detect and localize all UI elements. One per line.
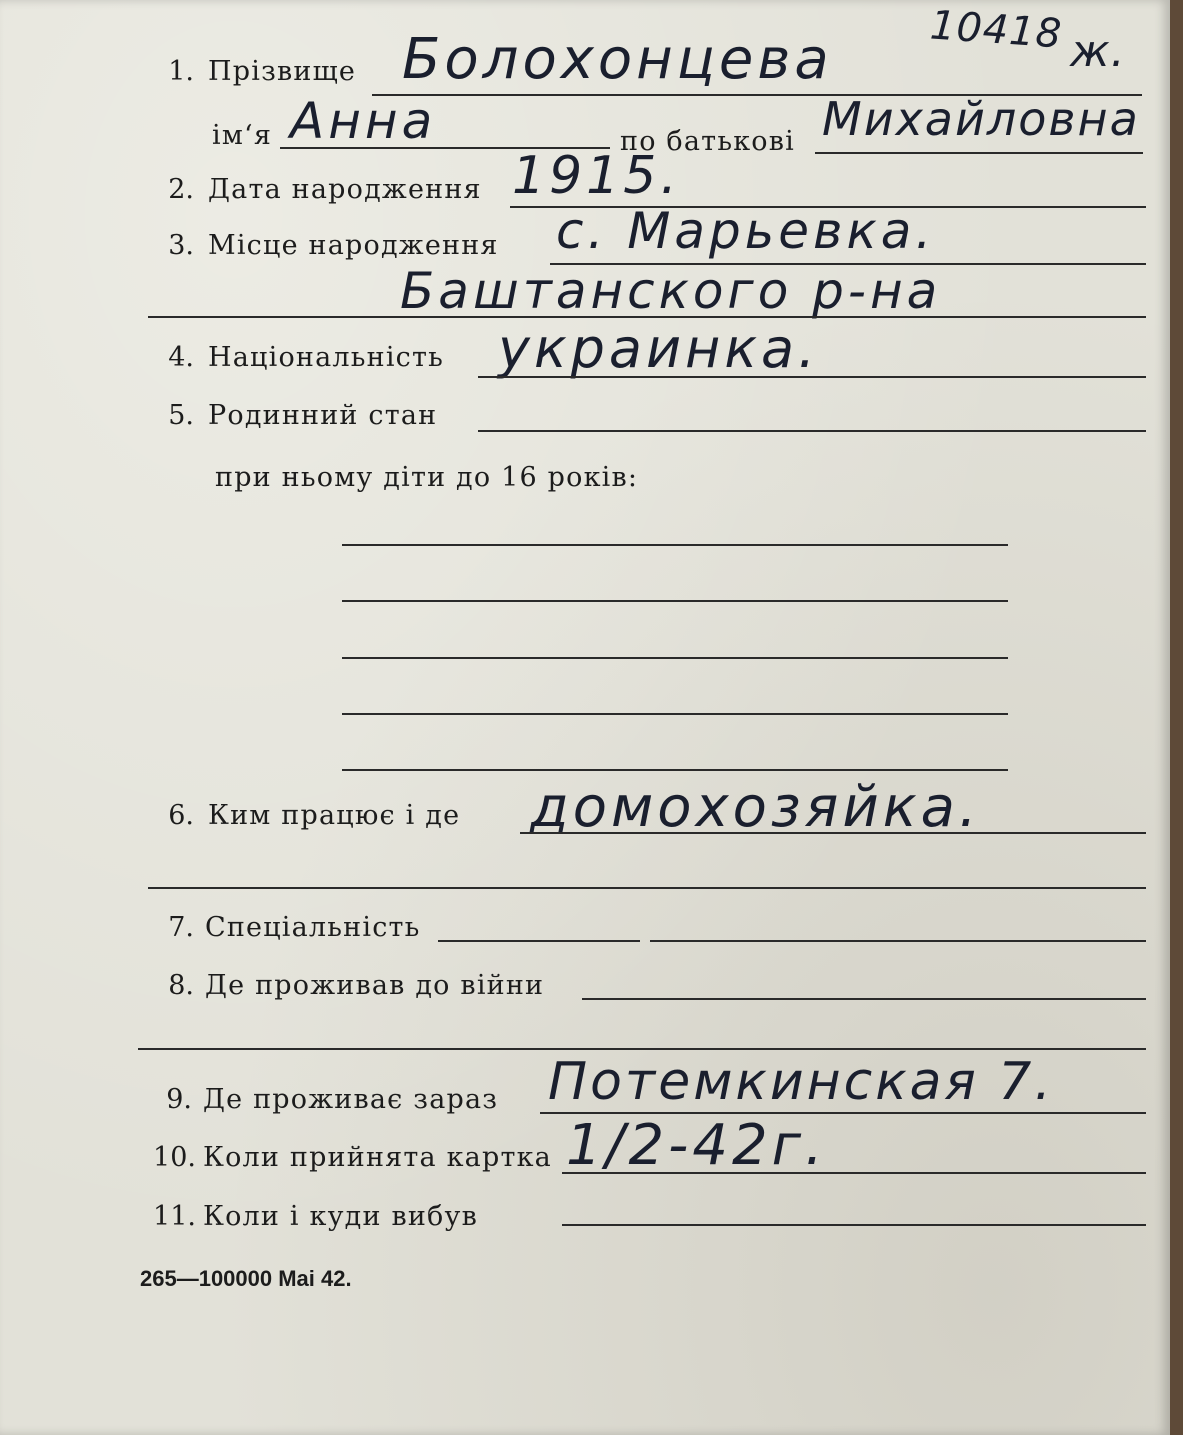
occupation-label: Ким працює і де	[208, 800, 461, 831]
prewar-residence-line-2	[138, 1048, 1146, 1050]
family-status-label: Родинний стан	[208, 400, 438, 431]
child-3-line	[342, 657, 1008, 659]
nationality-value: украинка.	[498, 317, 820, 380]
field-number-3: 3.	[168, 230, 194, 261]
birth-date-label: Дата народження	[208, 174, 482, 205]
prewar-residence-line	[582, 998, 1146, 1000]
child-4-line	[342, 713, 1008, 715]
prewar-residence-label: Де проживав до війни	[205, 970, 545, 1001]
child-2-line	[342, 600, 1008, 602]
field-number-7: 7.	[168, 912, 194, 943]
specialty-line	[438, 940, 640, 942]
nationality-label: Національність	[208, 342, 445, 373]
current-residence-label: Де проживає зараз	[203, 1084, 499, 1115]
field-number-10: 10.	[153, 1142, 196, 1173]
print-code: 265—100000 Mai 42.	[140, 1266, 352, 1291]
birth-date-value: 1915.	[512, 146, 681, 206]
field-number-11: 11.	[153, 1201, 196, 1232]
patronymic-label: по батькові	[620, 126, 795, 157]
specialty-label: Спеціальність	[205, 912, 421, 943]
name-label: ім‘я	[212, 120, 273, 151]
departure-label: Коли і куди вибув	[203, 1201, 479, 1232]
patronymic-line	[815, 152, 1143, 154]
occupation-line	[520, 832, 1146, 834]
nationality-line	[478, 376, 1146, 378]
patronymic-value: Михайловна	[822, 92, 1140, 146]
card-date-label: Коли прийнята картка	[203, 1142, 552, 1173]
name-value: Анна	[290, 92, 437, 150]
departure-line	[562, 1224, 1146, 1226]
archive-number-suffix: ж.	[1070, 26, 1126, 77]
card-date-line	[562, 1172, 1146, 1174]
birth-place-label: Місце народження	[208, 230, 499, 261]
occupation-value: домохозяйка.	[530, 775, 981, 840]
child-1-line	[342, 544, 1008, 546]
specialty-line-2	[650, 940, 1146, 942]
birth-place-value: с. Марьевка.	[556, 202, 936, 260]
card-date-value: 1/2-42г.	[566, 1113, 827, 1178]
children-label: при ньому діти до 16 років:	[215, 462, 639, 493]
field-number-4: 4.	[168, 342, 194, 373]
field-number-5: 5.	[168, 400, 194, 431]
field-number-6: 6.	[168, 800, 194, 831]
current-residence-value: Потемкинская 7.	[548, 1052, 1054, 1112]
surname-label: Прізвище	[208, 56, 357, 87]
field-number-8: 8.	[168, 970, 194, 1001]
child-5-line	[342, 769, 1008, 771]
archive-number: 10418	[928, 2, 1064, 58]
birth-place-value-line2: Баштанского р-на	[400, 262, 942, 320]
surname-value: Болохонцева	[402, 27, 833, 92]
field-number-1: 1.	[168, 56, 194, 87]
field-number-9: 9.	[166, 1084, 192, 1115]
family-status-line	[478, 430, 1146, 432]
field-number-2: 2.	[168, 174, 194, 205]
occupation-line-2	[148, 887, 1146, 889]
